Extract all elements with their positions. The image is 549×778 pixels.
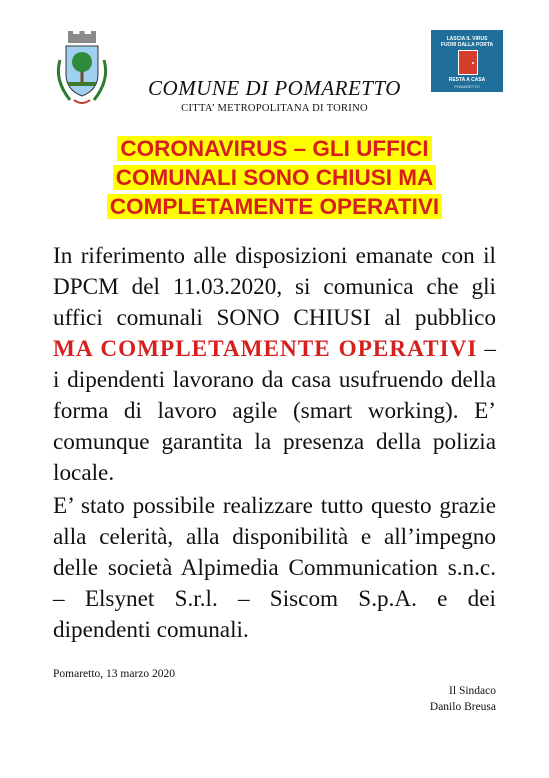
poster-slogan: RESTA A CASA xyxy=(448,77,486,83)
headline xyxy=(84,134,465,221)
signature-name: Danilo Breusa xyxy=(429,701,496,713)
emphasis-operativi: MA COMPLETAMENTE OPERATIVI xyxy=(53,336,478,362)
door-icon xyxy=(458,50,478,75)
paragraph-offices-closed: In riferimento alle disposizioni emanate con il DPCM del 11.03.2020, si comunica che gli uffici comunali SONO CHIUSI al pubblico MA COMPLETAMENTE OPERATIVI – i dipendenti lavorano da casa usufruendo della forma di lavoro agile (smart working). E’ comunque garantita la presenza della polizia locale. xyxy=(53,243,497,486)
signature-role: Il Sindaco xyxy=(449,685,496,697)
signature-block xyxy=(430,683,496,715)
place-date: Pomaretto, 13 marzo 2020 xyxy=(53,668,176,680)
municipality-subtitle: CITTA’ METROPOLITANA DI TORINO xyxy=(181,103,368,114)
poster-headline: LASCIA IL VIRUS FUORI DALLA PORTA xyxy=(440,36,494,48)
headline-line-2: COMUNALI SONO CHIUSI MA xyxy=(113,165,437,190)
paragraph-thanks: E’ stato possibile realizzare tutto questo grazie alla celerità, alla disponibilità e all’impegno delle società Alpimedia Communication s.n.c. – Elsynet S.r.l. – Siscom S.p.A. e dei dipendenti comunali. xyxy=(53,493,496,643)
headline-line-1: CORONAVIRUS – GLI UFFICI xyxy=(117,136,431,161)
poster-town: POMARETTO xyxy=(454,84,480,89)
municipality-title: COMUNE DI POMARETTO xyxy=(148,76,401,100)
headline-line-3: COMPLETAMENTE OPERATIVI xyxy=(107,194,442,219)
